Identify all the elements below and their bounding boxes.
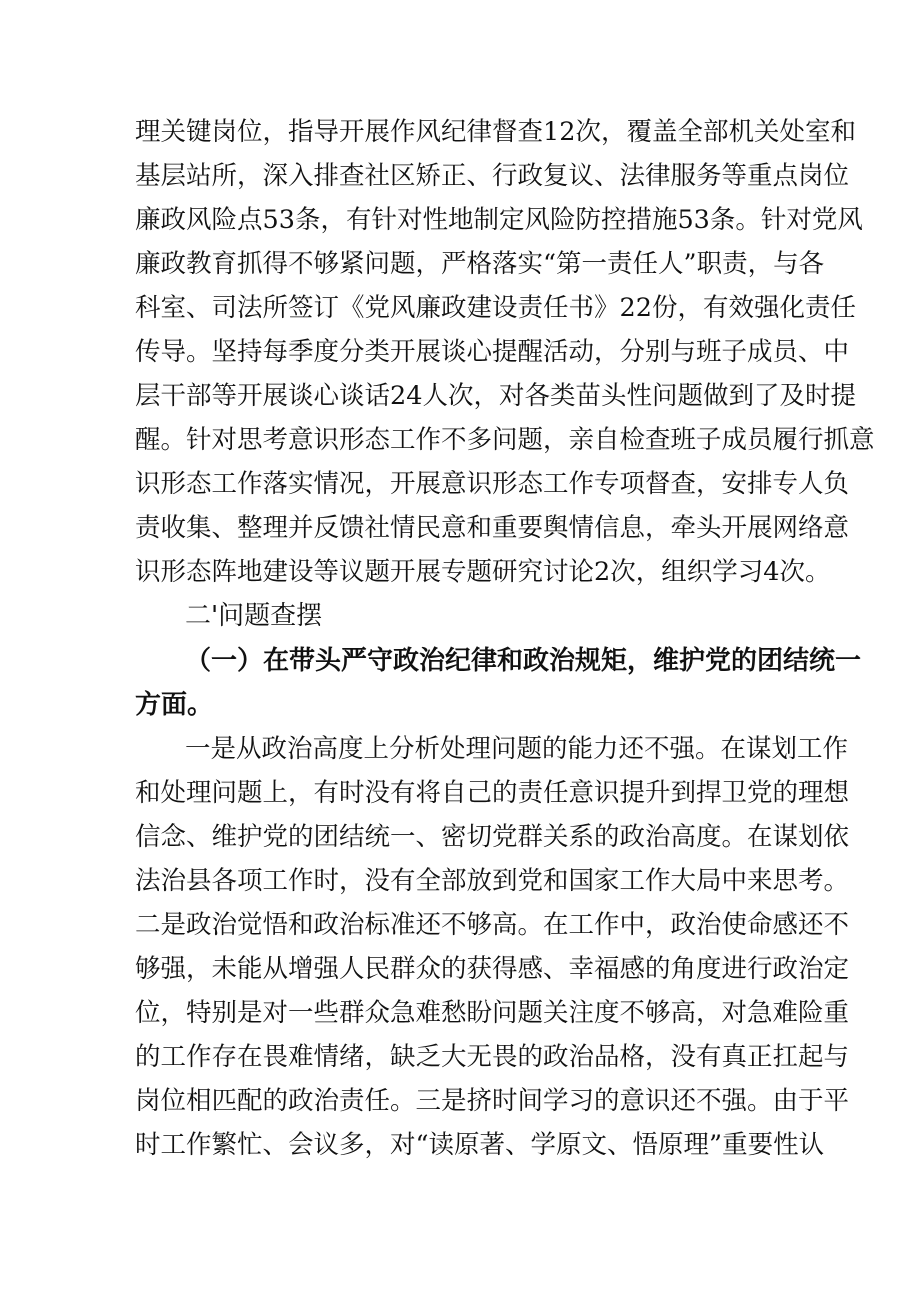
paragraph2-line-4: 法治县各项工作时，没有全部放到党和国家工作大局中来思考。 (135, 866, 850, 896)
paragraph2-line-1: 一是从政治高度上分析处理问题的能力还不强。在谋划工作 (185, 734, 849, 764)
paragraph1-line-1: 理关键岗位，指导开展作风纪律督查12次，覆盖全部机关处室和 (135, 117, 856, 147)
paragraph2-line-6: 够强，未能从增强人民群众的获得感、幸福感的角度进行政治定 (135, 954, 850, 984)
paragraph1-line-7: 层干部等开展谈心谈话24人次，对各类苗头性问题做到了及时提 (135, 381, 856, 411)
paragraph1-line-5: 科室、司法所签订《党风廉政建设责任书》22份，有效强化责任 (135, 293, 856, 323)
paragraph1-line-11: 识形态阵地建设等议题开展专题研究讨论2次，组织学习4次。 (135, 557, 831, 587)
paragraph2-line-8: 的工作存在畏难情绪，缺乏大无畏的政治品格，没有真正扛起与 (135, 1042, 850, 1072)
paragraph1-line-9: 识形态工作落实情况，开展意识形态工作专项督查，安排专人负 (135, 469, 850, 499)
section-heading: 二'问题查摆 (185, 601, 323, 631)
paragraph1-line-2: 基层站所，深入排查社区矫正、行政复议、法律服务等重点岗位 (135, 161, 850, 191)
paragraph1-line-3: 廉政风险点53条，有针对性地制定风险防控措施53条。针对党风 (135, 205, 863, 235)
paragraph1-line-6: 传导。坚持每季度分类开展谈心提醒活动，分别与班子成员、中 (135, 337, 850, 367)
paragraph1-line-4: 廉政教育抓得不够紧问题，严格落实“第一责任人”职责，与各 (135, 249, 825, 279)
paragraph2-line-10: 时工作繁忙、会议多，对“读原著、学原文、悟原理”重要性认 (135, 1130, 825, 1160)
paragraph2-line-9: 岗位相匹配的政治责任。三是挤时间学习的意识还不强。由于平 (135, 1086, 850, 1116)
subheading-line-2: 方面。 (135, 690, 214, 720)
paragraph2-line-5: 二是政治觉悟和政治标准还不够高。在工作中，政治使命感还不 (135, 910, 850, 940)
paragraph1-line-10: 责收集、整理并反馈社情民意和重要舆情信息，牵头开展网络意 (135, 513, 850, 543)
paragraph2-line-7: 位，特别是对一些群众急难愁盼问题关注度不够高，对急难险重 (135, 998, 850, 1028)
paragraph1-line-8: 醒。针对思考意识形态工作不多问题，亲自检查班子成员履行抓意 (135, 425, 875, 455)
subheading-line-1: （一）在带头严守政治纪律和政治规矩，维护党的团结统一 (185, 646, 862, 676)
paragraph2-line-2: 和处理问题上，有时没有将自己的责任意识提升到捍卫党的理想 (135, 778, 850, 808)
paragraph2-line-3: 信念、维护党的团结统一、密切党群关系的政治高度。在谋划依 (135, 822, 850, 852)
